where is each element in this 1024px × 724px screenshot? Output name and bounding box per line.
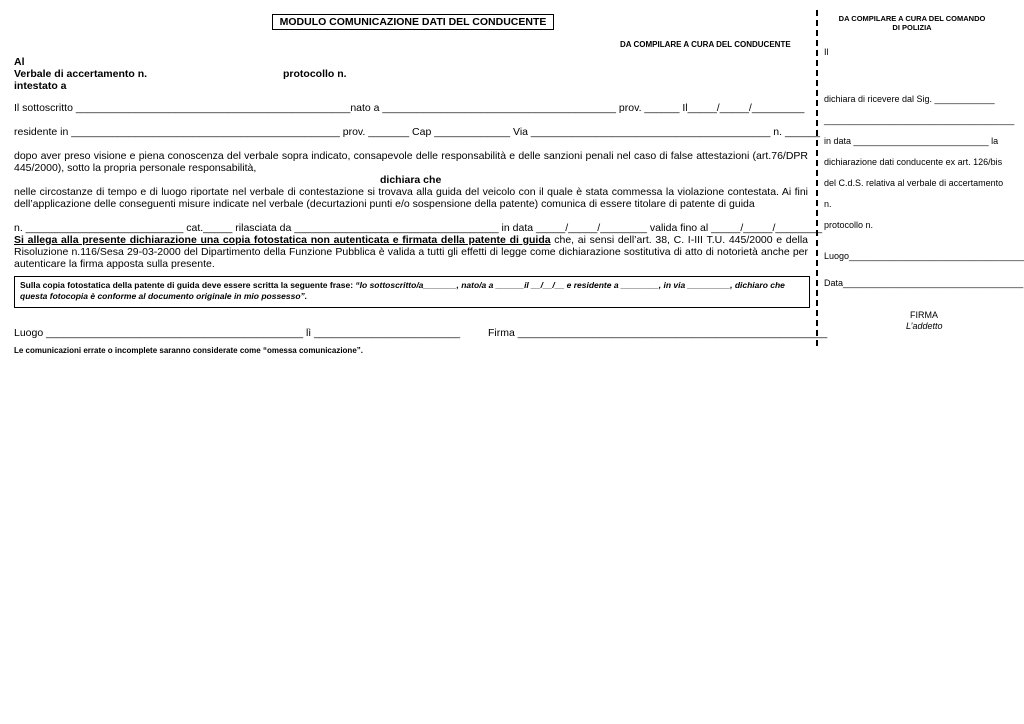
note-plain-text: Sulla copia fotostatica della patente di guida deve essere scritta la seguente frase: (20, 280, 356, 290)
allega-bold-text: Si allega alla presente dichiarazione una copia fotostatica non autenticata e firmata della patente di guida (14, 234, 551, 246)
right-luogo-line[interactable]: Luogo___________________________________ (824, 251, 1024, 261)
right-cds-text: del C.d.S. relativa al verbale di accertamento (824, 178, 1004, 188)
fotocopia-note-box (14, 276, 810, 308)
residente-line[interactable]: residente in ______________________________________________ prov. _______ Cap _____________ Via _________________________________________ n. ______ (14, 126, 820, 138)
right-n-label: n. (824, 199, 832, 209)
right-data-line[interactable]: Data____________________________________ (824, 278, 1024, 288)
allega-paragraph (14, 234, 808, 270)
addressee-label: Al (14, 56, 25, 68)
right-blank-line[interactable]: ______________________________________ (824, 115, 1015, 125)
sottoscritto-line[interactable]: Il sottoscritto _______________________________________________nato a ________________________________________ prov. ______ Il_____/_____/_________ (14, 102, 805, 114)
luogo-line[interactable]: Luogo ____________________________________________ lì _________________________ (14, 327, 461, 339)
cut-divider (816, 10, 818, 346)
intestato-label: intestato a (14, 80, 67, 92)
verbale-label: Verbale di accertamento n. (14, 68, 148, 80)
protocollo-label: protocollo n. (283, 68, 347, 80)
right-in-data-line[interactable]: in data ___________________________ la (824, 136, 999, 146)
allega-rest-text: che, ai sensi dell’art. 38, C. I-III T.U. 445/2000 e della Risoluzione n.116/Sesa 29-03-2000 del Dipartimento della Funzione Pubblica è valida a tutti gli effetti di legge come dichiarazione sostitutiva di atto di notorietà anche per autenticare la firma apposta sulla presente. (14, 234, 808, 270)
police-header-line1: DA COMPILARE A CURA DEL COMANDO (838, 14, 986, 23)
circostanze-paragraph: nelle circostanze di tempo e di luogo riportate nel verbale di contestazione si trovava alla guida del veicolo con il quale è stata commessa la violazione contestata. Ai fini dell’applicazione delle conseguenti misure indicate nel verbale (decurtazioni punti e/o sospensione della patente) comunica di essere titolare di patente di guida (14, 186, 808, 210)
form-title: MODULO COMUNICAZIONE DATI DEL CONDUCENTE (272, 14, 554, 30)
note-italic-text: “Io sottoscritto/a_______, nato/a a ______il __/__/__ e residente a ________, in via _________, dichiaro che questa fotocopia è conforme al documento originale in mio possesso”. (20, 280, 785, 301)
police-header-line2: DI POLIZIA (892, 23, 932, 32)
compile-header-driver: DA COMPILARE A CURA DEL CONDUCENTE (620, 40, 791, 49)
right-il: Il (824, 47, 829, 57)
firma-line[interactable]: Firma _____________________________________________________ (488, 327, 828, 339)
right-dichiarazione-text: dichiarazione dati conducente ex art. 126/bis (824, 157, 1003, 167)
right-dichiara-line[interactable]: dichiara di ricevere dal Sig. ____________ (824, 94, 995, 104)
right-addetto-label: L’addetto (906, 321, 943, 331)
dichiara-che-heading: dichiara che (380, 174, 442, 186)
right-protocollo-label: protocollo n. (824, 220, 874, 230)
preso-visione-paragraph: dopo aver preso visione e piena conoscenza del verbale sopra indicato, consapevole delle responsabilità e delle sanzioni penali nel caso di false attestazioni (art.76/DPR 445/2000), sotto la propria personale responsabilità, (14, 150, 808, 174)
footer-note: Le comunicazioni errate o incomplete saranno considerate come “omessa comunicazione”. (14, 346, 363, 355)
patente-line[interactable]: n. ___________________________ cat._____ rilasciata da ___________________________________ in data _____/_____/________ valida fino al _____/_____/________ (14, 222, 823, 234)
compile-header-police (824, 14, 1000, 32)
right-firma-label: FIRMA (910, 310, 938, 320)
